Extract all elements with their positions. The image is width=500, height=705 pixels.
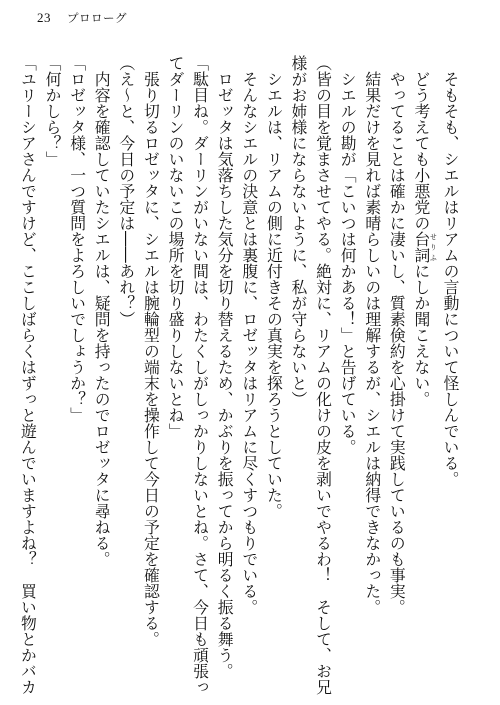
paragraph — [408, 55, 437, 695]
paragraph: 結果だけを見れば素晴らしいのは理解するが、シエルは納得できなかった。 — [362, 70, 382, 615]
paragraph: そもそも、シエルはリアムの言動について怪しんでいる。 — [441, 70, 460, 487]
paragraph: 「ユリーシアさんですけど、ここしばらくはずっと遊んでいますよね？ 買い物とかバカ — [18, 55, 38, 695]
paragraph: シエルは、リアムの側に近付きその真実を探ろうとしていた。 — [264, 70, 284, 519]
paragraph: ロゼッタは気落ちした気分を切り替えるため、かぶりを振ってから明るく振る舞う。 — [215, 70, 235, 679]
paragraph: 張り切るロゼッタに、シエルは腕輪型の端末を操作して今日の予定を確認する。 — [141, 70, 161, 647]
page-number: 23 — [37, 10, 51, 25]
paragraph: シエルの勘が「こいつは何かある！」と告げている。 — [338, 70, 358, 455]
body-text — [15, 55, 462, 695]
paragraph: そんなシエルの決意とは裏腹に、ロゼッタはリアムに尽くすつもりでいる。 — [239, 70, 259, 615]
chapter-title: プロローグ — [67, 11, 127, 25]
page-header — [37, 10, 127, 26]
ruby-reading: せりふ — [429, 230, 438, 263]
paragraph: 内容を確認していたシエルは、疑問を持ったのでロゼッタに尋ねる。 — [92, 70, 112, 567]
paragraph: 「何かしら？」 — [43, 55, 62, 167]
paragraph: やってることは確かに凄いし、質素倹約を心掛けて実践しているのも事実。 — [387, 70, 407, 615]
ruby-annotation — [411, 230, 438, 263]
paragraph: 「駄目ね。ダーリンがいない間は、わたくしがしっかりしないとね。さて、今日も頑張ってダーリンのいないこの場所を切り盛りしないとね」 — [165, 55, 210, 695]
text-segment: にしか聞こえない。 — [411, 262, 431, 407]
paragraph: （皆の目を覚まさせてやる。絶対に、リアムの化けの皮を剥いでやるわ！ そして、お兄様がお姉様にならないように、私が守らないと） — [288, 55, 333, 695]
paragraph: （え～と、今日の予定は――あれ？） — [116, 55, 136, 327]
text-segment: どう考えても小悪党の — [411, 70, 431, 231]
paragraph: 「ロゼッタ様、一つ質問をよろしいでしょうか？」 — [67, 55, 87, 423]
ruby-base: 台詞 — [411, 230, 431, 263]
